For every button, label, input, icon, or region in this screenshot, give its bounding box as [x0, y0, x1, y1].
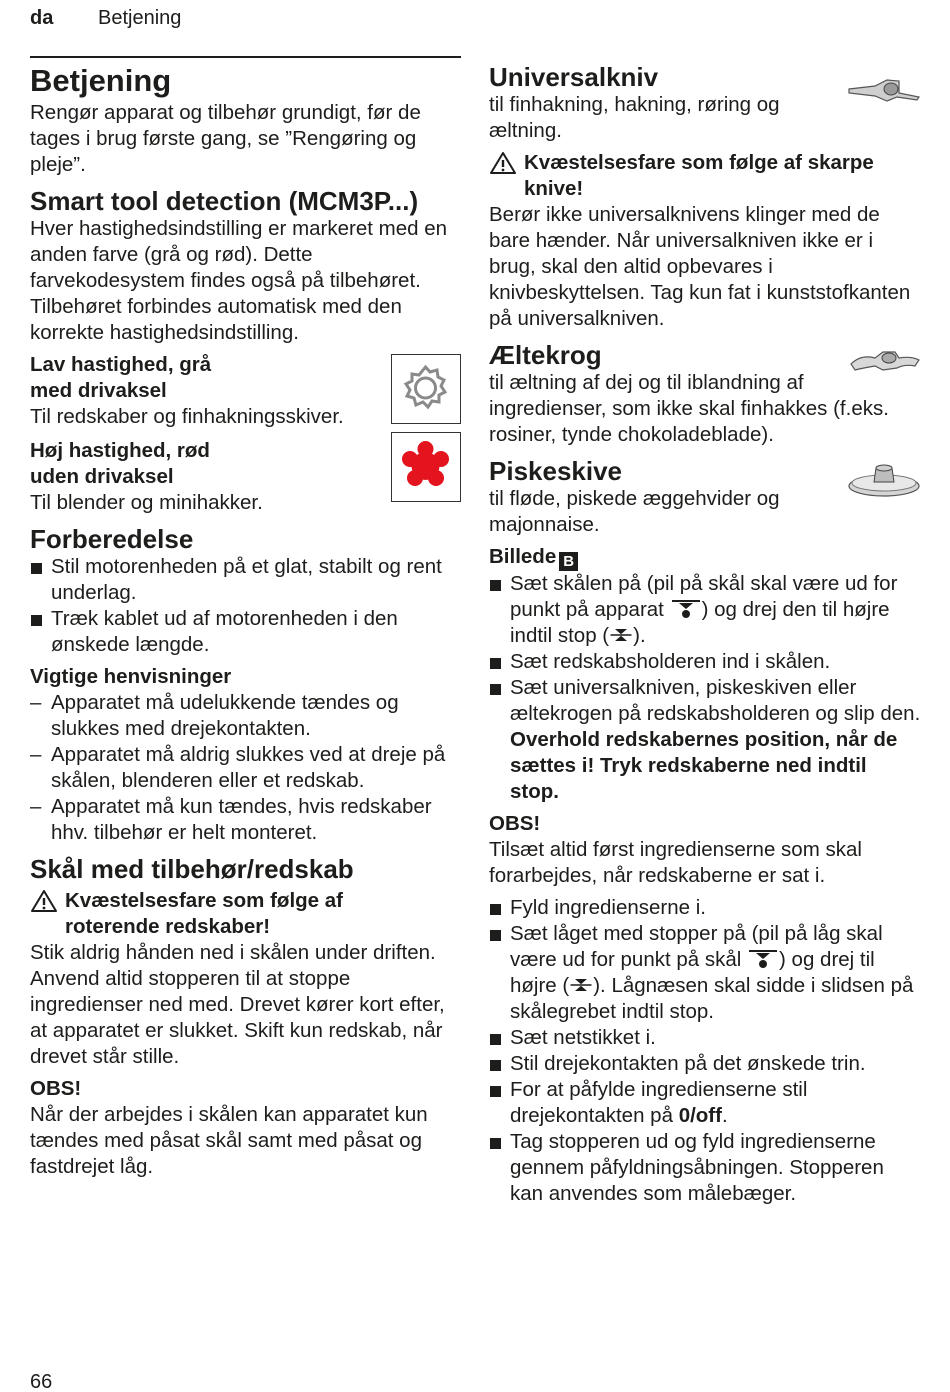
list-item	[489, 921, 921, 1025]
knife-warning-text: Kvæstelsesfare som følge af skarpe knive!	[524, 151, 874, 200]
step-text: ) og drej den til højre indtil stop (	[510, 598, 890, 647]
speed-low-desc: Til redskaber og finhakningsskiver.	[30, 405, 344, 428]
speed-low-title-1: Lav hastighed, grå	[30, 353, 212, 376]
list-item	[489, 675, 921, 805]
bowl-obs-text: Når der arbejdes i skålen kan apparatet kun tændes med påsat skål samt med påsat og fastdrejet låg.	[30, 1103, 428, 1178]
list-item: Fyld ingredienserne i.	[489, 895, 921, 921]
knife-heading: Universalkniv	[489, 62, 659, 92]
gray-gear-icon	[391, 354, 461, 424]
speed-low-title-2: med drivaksel	[30, 379, 167, 402]
figure-label-text: Billede	[489, 545, 557, 568]
step-bold-text: 0/off	[678, 1104, 722, 1127]
whisk-text: til fløde, piskede æggehvider og majonnaise.	[489, 487, 780, 536]
align-arrow-dot-icon	[670, 598, 702, 620]
speed-high	[30, 438, 462, 516]
left-column	[30, 62, 462, 1180]
step-text: For at påfylde ingredienserne stil drejekontakten på	[510, 1078, 808, 1127]
bowl-heading: Skål med tilbehør/redskab	[30, 854, 354, 884]
hook-heading: Æltekrog	[489, 340, 602, 370]
step-text: ) og drej til højre (	[510, 948, 875, 997]
knife-warning	[489, 150, 921, 202]
list-item	[489, 1077, 921, 1129]
list-item: – Apparatet må kun tændes, hvis redskaber hhv. tilbehør er helt monteret.	[30, 794, 462, 846]
warning-icon	[30, 889, 58, 913]
speed-high-title-1: Høj hastighed, rød	[30, 439, 210, 462]
speed-high-title-2: uden drivaksel	[30, 465, 174, 488]
header-section: Betjening	[98, 7, 182, 29]
list-item	[489, 571, 921, 649]
whisk-heading: Piskeskive	[489, 456, 623, 486]
list-item: – Apparatet må aldrig slukkes ved at dreje på skålen, blenderen eller et redskab.	[30, 742, 462, 794]
lock-arrows-icon	[609, 624, 633, 646]
obs-label: OBS!	[489, 812, 541, 835]
whisk-section	[489, 456, 921, 538]
smart-text: Hver hastighedsindstilling er markeret med en anden farve (grå og rød). Dette farvekodesystem findes også på tilbehøret. Tilbehøret forbindes automatisk med den korrekte hastighedsindstilling.	[30, 217, 448, 344]
bowl-text: Stik aldrig hånden ned i skålen under driften. Anvend altid stopperen til at stoppe ingredienser ned med. Drevet kører kort efter, at apparatet er slukket. Skift kun redskab, når drevet står stille.	[30, 941, 445, 1068]
step-text: Sæt universalkniven, piskeskiven eller æltekrogen på redskabsholderen og slip den.	[510, 676, 921, 725]
red-flower-icon	[391, 432, 461, 502]
list-item: – Apparatet må udelukkende tændes og slukkes med drejekontakten.	[30, 690, 462, 742]
bowl-warning-line-2: roterende redskaber!	[65, 915, 271, 938]
list-item: Stil motorenheden på et glat, stabilt og rent underlag.	[30, 554, 462, 606]
bowl-warning	[30, 888, 462, 940]
whisk-disc-icon	[847, 460, 921, 500]
bowl-warning-line-1: Kvæstelsesfare som følge af	[65, 889, 344, 912]
steps-list-1	[489, 571, 921, 805]
steps-list-2	[489, 895, 921, 1207]
prep-heading: Forberedelse	[30, 524, 194, 554]
page-number: 66	[30, 1371, 53, 1392]
universal-knife-icon	[847, 76, 921, 106]
list-item: Tag stopperen ud og fyld ingredienserne gennem påfyldningsåbningen. Stopperen kan anvendes som målebæger.	[489, 1129, 921, 1207]
step-text: Sæt skålen på (pil på skål skal være ud for punkt på apparat	[510, 572, 898, 621]
list-item: Træk kablet ud af motorenheden i den ønskede længde.	[30, 606, 462, 658]
prep-list	[30, 554, 462, 658]
list-item: Sæt redskabsholderen ind i skålen.	[489, 649, 921, 675]
intro-text: Rengør apparat og tilbehør grundigt, før de tages i brug første gang, se ”Rengøring og pleje”.	[30, 101, 421, 176]
step-text: ). Lågnæsen skal sidde i slidsen på skålegrebet indtil stop.	[510, 974, 914, 1023]
notes-heading: Vigtige henvisninger	[30, 665, 232, 688]
hook-section	[489, 340, 921, 448]
step-text: Sæt låget med stopper på (pil på låg skal være ud for punkt på skål	[510, 922, 883, 971]
list-item: Stil drejekontakten på det ønskede trin.	[489, 1051, 921, 1077]
knife-text: Berør ikke universalknivens klinger med de bare hænder. Når universalkniven ikke er i brug, skal den altid opbevares i knivbeskyttelsen. Tag kun fat i kunststofkanten på universalkniven.	[489, 203, 911, 330]
lock-arrows-icon	[569, 974, 593, 996]
right-column	[489, 62, 921, 1207]
speed-low	[30, 352, 462, 430]
page-title: Betjening	[30, 63, 172, 98]
align-arrow-dot-icon	[747, 948, 779, 970]
step-text: ).	[633, 624, 646, 647]
step-text: .	[721, 1104, 728, 1127]
speed-high-desc: Til blender og minihakker.	[30, 491, 263, 514]
header-rule	[30, 56, 461, 58]
bowl-obs-label: OBS!	[30, 1077, 82, 1100]
kneading-hook-icon	[849, 346, 921, 376]
figure-label	[489, 544, 921, 571]
warning-icon	[489, 151, 517, 175]
figure-letter-box: B	[559, 552, 578, 571]
hook-text: til æltning af dej og til iblandning af ingredienser, som ikke skal finhakkes (f.eks. rosiner, tynde chokoladeblade).	[489, 371, 889, 446]
knife-sub: til finhakning, hakning, røring og æltning.	[489, 93, 780, 142]
notes-list	[30, 690, 462, 846]
smart-heading: Smart tool detection (MCM3P...)	[30, 186, 419, 216]
obs-text: Tilsæt altid først ingredienserne som skal forarbejdes, når redskaberne er sat i.	[489, 838, 862, 887]
knife-section	[489, 62, 921, 332]
list-item: Sæt netstikket i.	[489, 1025, 921, 1051]
step-bold-text: Overhold redskabernes position, når de sættes i! Tryk redskaberne ned indtil stop.	[510, 728, 898, 803]
header-language: da	[30, 7, 54, 29]
